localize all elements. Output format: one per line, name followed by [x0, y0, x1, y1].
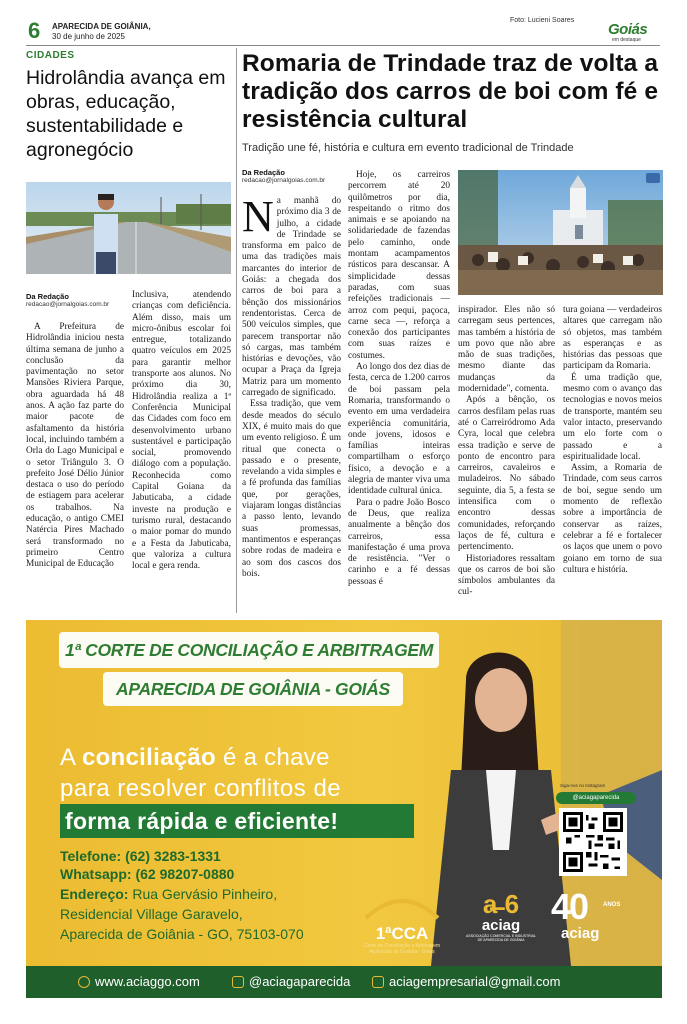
ad-slogan-bold: conciliação: [81, 744, 216, 771]
footer-website-link[interactable]: www.aciaggo.com: [78, 974, 200, 990]
ad-phone: Telefone: (62) 3283-1331: [60, 848, 221, 864]
advertisement: [26, 620, 662, 998]
main-email: redacao@jornalgoias.com.br: [242, 177, 326, 184]
left-col2-text: Inclusiva, atendendo crianças com deficiência. Além disso, mais um micro-ônibus escolar foi entregue, totalizando quatro veículos em 2025 para garantir melhor transporte aos alunos. No próximo dia 30, Hidrolândia realiza a 1ª Conferência Municipal das Cidades com foco em desenvolvimento urbano sustentável e participação social, promovendo diálogo com a população. Reconhecida como Capital Goiana da Jabuticaba, a cidade investe na produção e turismo rural, destacando o maior pomar do mundo e a Festa da Jabuticaba, que valoriza a cultura local e gera renda.: [132, 290, 231, 572]
left-byline-block: [26, 292, 126, 308]
main-col4-p1: tura goiana — verdadeiros altares que carregam não só objetos, mas também as esperanças e as histórias das pessoas que participam da Romaria.: [563, 305, 662, 372]
ad-banner-sub: [103, 672, 403, 706]
ad-slogan-line-3: forma rápida e eficiente!: [65, 808, 339, 834]
ad-address-1: Endereço: Rua Gervásio Pinheiro,: [60, 886, 278, 902]
main-story-subtitle: Tradição une fé, história e cultura em evento tradicional de Trindade: [242, 142, 574, 154]
left-email: redacao@jornalgoias.com.br: [26, 301, 110, 308]
header-date: 30 de junho de 2025: [52, 32, 125, 41]
main-col3-p2: Após a bênção, os carros desfilam pelas ruas até o Carreiródromo Ada Cyra, local que celebra essa tradição e serve de ponto de encontro para carreiros, cavaleiros e muladeiros. No sábado seguinte, dia 5, a festa se intensifica com o encontro dessas comunidades, reforçando laços de fé, cultura e pertencimento.: [458, 395, 555, 553]
main-byline: Da Redação: [242, 168, 285, 177]
left-column-1: [26, 322, 124, 612]
section-label: CIDADES: [26, 50, 75, 61]
email-icon: [372, 976, 384, 988]
ad-whatsapp: Whatsapp: (62 98207-0880: [60, 866, 235, 882]
main-col2-p1: Hoje, os carreiros percorrem até 20 quilômetros por dia, respeitando o ritmo dos animais e se apoiando na solidariedade de fazendas pelo caminho, onde montam acampamentos rústicos para descansar. A simplicidade dessas paradas, com suas refeições tradicionais — arroz com pequi, paçoca, carne seca —, reforça a conexão dos participantes com suas raízes e costumes.: [348, 170, 450, 361]
footer-instagram-link[interactable]: @aciagaparecida: [232, 974, 350, 990]
cca-logo: 1ªCCA Corte de Conciliação e Arbitragem Aparecida de Goiânia - Goiás: [356, 890, 448, 960]
church-crowd-photo-image: [458, 170, 663, 295]
logo-subtitle: em destaque: [612, 37, 641, 43]
header-divider: [26, 45, 660, 46]
main-story-title: Romaria de Trindade traz de volta a tradição dos carros de boi com fé e resistência cultural: [242, 50, 659, 133]
main-col2-p3: Para o padre João Bosco de Deus, que realiza anualmente a bênção dos carreiros, essa manifestação é uma prova de resistência. "Ver o carinho e a fé dessas pessoas é: [348, 497, 450, 587]
aciag-logo: a̶ 6 aciag ASSOCIAÇÃO COMERCIAL E INDUSTRIAL DE APARECIDA DE GOIÂNIA: [466, 889, 536, 942]
main-col1-p2: Essa tradição, que vem desde meados do século XIX, é muito mais do que um evento religioso. É um ritual que conecta o passado e o presente, revelando a vida simples e a fé profunda das famílias que, por gerações, viajaram longas distâncias a passo lento, levando suas promessas, mantimentos e esperanças sobre rodas de madeira e ao som dos cascos dos bois.: [242, 399, 341, 579]
newspaper-logo: [608, 22, 662, 44]
ad-banner-sub-text: APARECIDA DE GOIÂNIA - GOIÁS: [116, 679, 390, 699]
ad-instagram-caption: Siga-nos no Instagram: [560, 783, 606, 788]
drop-cap: N: [242, 192, 274, 241]
main-col4-p3: Assim, a Romaria de Trindade, com seus carros de boi, segue sendo um momento de reflexão sobre a importância de conservar as raízes, celebrar a fé e fortalecer os laços que unem o povo goiano em torno de sua cultura e história.: [563, 463, 662, 575]
left-column-2: [132, 290, 231, 612]
ad-instagram-handle: @aciagaparecida: [556, 792, 636, 804]
main-column-4: [563, 305, 662, 614]
left-byline: Da Redação: [26, 292, 69, 301]
aciag-40-anos-logo: 40 ANOS aciag: [551, 886, 621, 942]
left-story-photo: [26, 182, 231, 274]
main-column-2: [348, 170, 450, 614]
footer-email-link[interactable]: aciagempresarial@gmail.com: [372, 974, 560, 990]
qr-code-icon[interactable]: [559, 808, 627, 876]
page-number: 6: [28, 18, 41, 43]
logo-text: Goiás: [608, 21, 648, 38]
ad-slogan-line-1: A conciliação é a chave: [60, 744, 330, 771]
left-story-title: Hidrolândia avança em obras, educação, sustentabilidade e agronegócio: [26, 67, 226, 161]
ad-slogan-box: [60, 804, 414, 838]
column-divider: [236, 48, 237, 613]
road-photo-image: [26, 182, 231, 274]
main-col4-p2: É uma tradição que, mesmo com o avanço das tecnologias e novos meios de transporte, mantém seu valor intacto, preservando um elo forte com o passado e a espiritualidade local.: [563, 372, 662, 462]
ad-footer: [26, 966, 662, 998]
ad-address-2: Residencial Village Garavelo,: [60, 906, 243, 922]
instagram-icon: [232, 976, 244, 988]
globe-icon: [78, 976, 90, 988]
main-col2-p2: Ao longo dos dez dias de festa, cerca de 1.200 carros de boi passam pela Romaria, transformando o evento em uma verdadeira experiência comunitária, onde jovens, idosos e famílias inteiras compartilham o esforço físico, a devoção e a alegria de manter viva uma identidade cultural única.: [348, 362, 450, 497]
ad-banner-top: [59, 632, 439, 668]
ad-slogan-line-2: para resolver conflitos de: [60, 775, 342, 802]
ad-address-3: Aparecida de Goiânia - GO, 75103-070: [60, 926, 304, 942]
main-column-3: [458, 305, 555, 614]
main-byline-block: [242, 168, 342, 184]
ad-banner-top-text: 1ª CORTE DE CONCILIAÇÃO E ARBITRAGEM: [64, 640, 434, 660]
main-col3-p1: inspirador. Eles não só carregam seus pertences, mas também a história de um povo que não abre mão de suas tradições, mesmo diante das mudanças da modernidade", comenta.: [458, 305, 555, 395]
main-col3-p3: Historiadores ressaltam que os carros de boi são símbolos ambulantes da cul-: [458, 553, 555, 598]
photo-credit: Foto: Lucieni Soares: [510, 17, 575, 24]
header-city: APARECIDA DE GOIÂNIA,: [52, 22, 151, 31]
main-column-1: [242, 192, 341, 614]
main-col1-p1: a manhã do próximo dia 3 de julho, a cidade de Trindade se transforma em palco de uma das tradições mais marcantes do interior de Goiás: a chegada dos carros de boi para a bênção dos missionários rendentoristas. Cerca de 500 veículos simples, que parecem transportar não só cargas, mas também histórias e devoções, vão ocupar a Praça da Igreja Matriz para um momento carregado de significado.: [242, 196, 341, 399]
main-story-photo: [458, 170, 663, 295]
left-col1-text: A Prefeitura de Hidrolândia iniciou nesta última semana de junho a conclusão da pavimentação no setor Mansões Riviera Parque, obra aguardada há 48 anos. A ação faz parte do maior pacote de asfaltamento da história local, incluindo também a Orla do Lago Municipal e o setor Triângulo 3. O prefeito José Délio Júnior destaca o uso do período de estiagem para acelerar os trabalhos. Na educação, o antigo CMEI Natércia Pires Machado será transformado no primeiro Centro Municipal de Educação: [26, 322, 124, 570]
